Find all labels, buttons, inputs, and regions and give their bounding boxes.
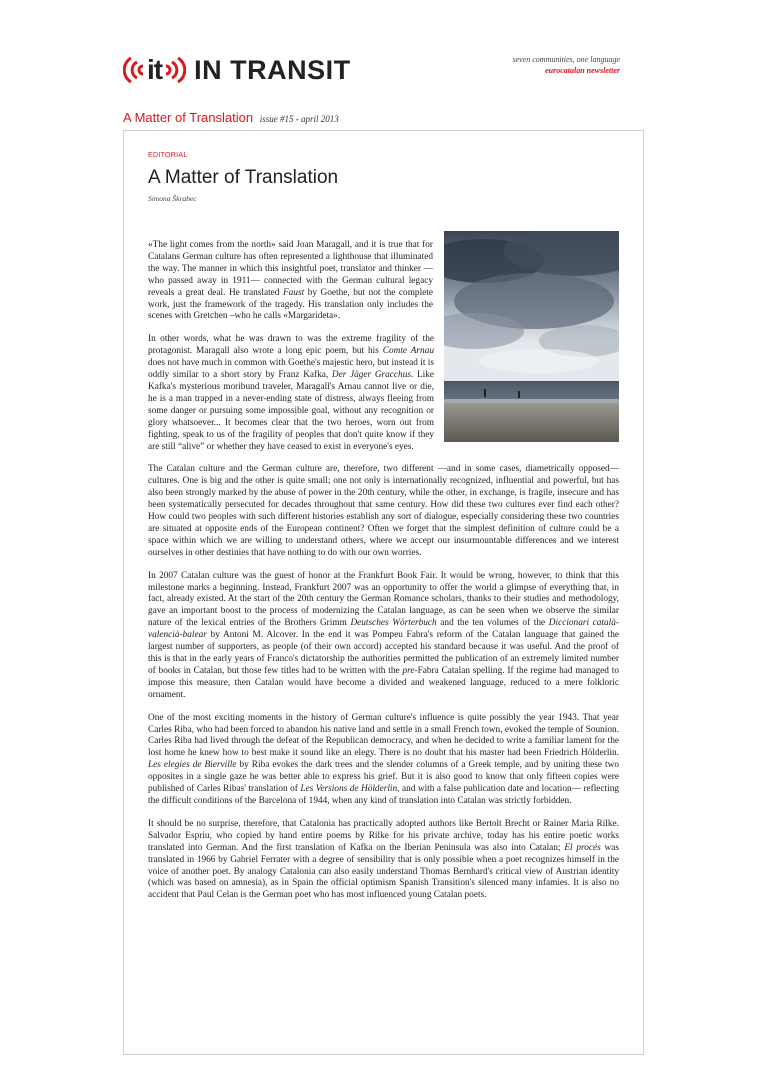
header-tagline xyxy=(512,54,620,76)
paragraph-1: «The light comes from the north» said Joan Maragall, and it is true that for Catalans German culture has often represented a lighthouse that illuminated the way. The manner in which this insightful poet, translator and thinker —who passed away in 1911— connected with the German cultural legacy reveals a great deal. He translated Faust by Goethe, but not the complete work, just the framework of the tragedy. His translation only includes the scenes with Gretchen –who he calls «Margarideta». xyxy=(148,240,433,322)
section-label: EDITORIAL xyxy=(148,152,188,159)
issue-bar xyxy=(123,110,339,125)
paragraph-3: The Catalan culture and the German culture are, therefore, two different —and in some cases, diametrically opposed— cultures. One is big and the other is quite small; one not only is internationally recognized, influential and powerful, but has also been strongly marked by the abuse of power in the 20th century, while the other, in exchange, is fragile, insecure and has been systematically persecuted for decades throughout that same century. How did these two cultures ever find each other? How could two peoples with such different histories establish any sort of dialogue, especially considering these two countries are situated at opposite ends of the European continent? Often we forget that the simplest definition of culture could be a space within which we are willing to understand others, where we accept our insurmountable differences and we interest ourselves in other destinies that have nothing to do with our own worries. xyxy=(148,464,619,558)
logo-mark: it xyxy=(147,54,163,85)
issue-number: issue #15 - april 2013 xyxy=(259,114,339,124)
paragraph-2: In other words, what he was drawn to was the extreme fragility of the protagonist. Maragall also wrote a long epic poem, but his Comte Arnau does not have much in common with Goethe's majestic hero, but instead it is oddly similar to a short story by Franz Kafka, Der Jäger Gracchus. Like Kafka's mysterious moribund traveler, Maragall's Arnau cannot live or die, he is a man trapped in a never-ending state of distress, always fleeing from some danger or pursuing some impossible goal, without any recognition or glory whatsoever... It becomes clear that the two heroes, worn out from fighting, speak to us of the fragility of peoples that don't quite know if they are still “alive” or whether they have ceased to exist in everyone's eyes. xyxy=(148,334,435,452)
newsletter-name: eurocatalan newsletter xyxy=(545,66,620,75)
logo-name: IN TRANSIT xyxy=(194,54,351,85)
article-body xyxy=(148,240,619,913)
paragraph-6: It should be no surprise, therefore, that Catalonia has practically adopted authors like Bertolt Brecht or Rainer Maria Rilke. Salvador Espriu, who copied by hand entire poems by Rilke for his private archive, today has his entire poetic works translated into German. And the first translation of Kafka on the Iberian Peninsula was also into Catalan; El procés was translated in 1966 by Gabriel Ferrater with a degree of sensibility that is only possible when a poet recognizes himself in the voice of another poet. By analogy Catalonia can also easily understand Thomas Bernhard's critical view of Austrian identity (which was based on amnesia), as in Spain the official optimism Spanish Transition's silenced many infamies. It is also no accident that Paul Celan is the German poet who has most influenced young Catalan poets. xyxy=(148,818,619,901)
paragraph-5: One of the most exciting moments in the history of German culture's influence is quite possibly the year 1943. That year Carles Riba, who had been forced to abandon his native land and settle in a small French town, evoked the temple of Sounion. Carles Riba had lived through the defeat of the Republican democracy, and when he decided to write a familiar lament for the lost home he knew how to best make it sound like an elegy. There is no doubt that his master had been Friedrich Hölderlin. Les elegies de Bierville by Riba evokes the dark trees and the slender columns of a Greek temple, and by uniting these two opposites in a single gaze he was better able to express his grief. But it is also good to know that only fifteen copies were published of Carles Ribas' translation of Les Versions de Hölderlin, and with a false publication date and location— reflecting the difficult conditions of the Barcelona of 1944, when any kind of translation into Catalan was strictly forbidden. xyxy=(148,712,620,806)
issue-title: A Matter of Translation xyxy=(123,110,254,125)
broadcast-left-icon xyxy=(123,55,145,85)
tagline-text: seven communities, one language xyxy=(512,55,620,64)
article-title: A Matter of Translation xyxy=(148,167,339,188)
paragraph-4: In 2007 Catalan culture was the guest of honor at the Frankfurt Book Fair. It would be wrong, however, to think that this milestone marks a beginning. Instead, Frankfurt 2007 was an opportunity to offer the world a glimpse of everything that, in fact, already existed. At the start of the 20th century the German Romance scholars, thanks to their studies and methodology, gave an important boost to the process of modernizing the Catalan language, as can be seen when we observe the similar nature of the lexical entries of the Brothers Grimm Deutsches Wörterbuch and the ten volumes of the Diccionari català-valencià-balear by Antoni M. Alcover. In the end it was Pompeu Fabra's reform of the Catalan language that gained the largest number of supporters, as people (of their own accord) accepted his standard because it was useful. And the proof of this is that in the early years of Franco's dictatorship the authorities permitted the publication of an extremely limited number of books in Catalan, but those few titles had to be written with the pre-Fabra Catalan spelling. If the regime had managed to impose this measure, then Catalan would have become a divided and weakened language, reduced to a mere folkloric ornament. xyxy=(148,570,619,700)
broadcast-right-icon xyxy=(164,55,186,85)
in-transit-logo xyxy=(123,50,351,90)
article-author: Simona Škrabec xyxy=(148,194,197,203)
